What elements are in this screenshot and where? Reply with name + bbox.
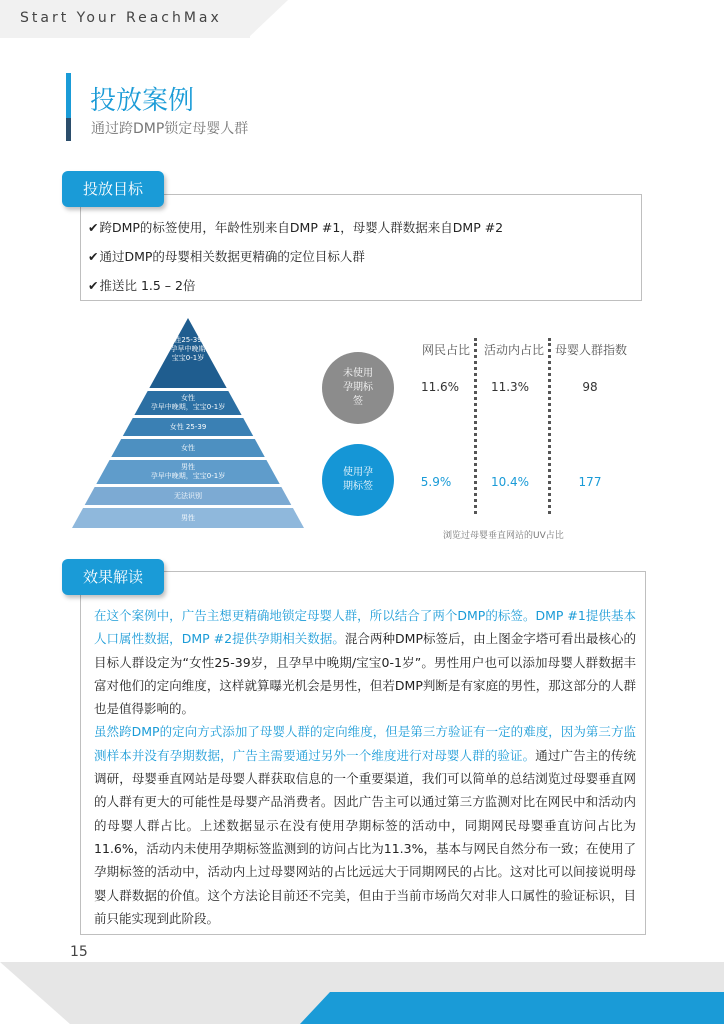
effect-body: [94, 604, 636, 930]
value-cell: 11.6%: [420, 380, 460, 394]
value-cell: 5.9%: [420, 475, 452, 489]
value-cell: 10.4%: [490, 475, 530, 489]
goal-item: [88, 276, 196, 294]
chart-caption: 浏览过母婴垂直网站的UV占比: [443, 531, 564, 541]
check-icon: ✔: [88, 249, 99, 264]
effect-highlight: 虽然跨DMP的定向方式添加了母婴人群的定向维度，但是第三方验证有一定的难度，因为第三方监测样本并没有孕期数据，广告主需要通过另外一个维度进行对母婴人群的验证。: [94, 724, 636, 763]
goal-item-text: 推送比 1.5 – 2倍: [99, 278, 196, 293]
goal-item-text: 通过DMP的母婴相关数据更精确的定位目标人群: [99, 249, 365, 264]
footer-blue-band: [300, 992, 724, 1024]
brand-text: Start Your ReachMax: [20, 10, 222, 26]
page-subtitle: 通过跨DMP锁定母婴人群: [91, 121, 249, 137]
col-header-netizen: 网民占比: [422, 343, 471, 357]
pyramid-layer-label: 无法识别: [174, 491, 202, 500]
pyramid-layer-label: 男性: [181, 513, 195, 522]
value-cell: 11.3%: [490, 380, 530, 394]
value-cell: 177: [578, 475, 602, 489]
pyramid-layer-label: 女性: [181, 443, 195, 452]
circle-label: 使用孕 期标签: [343, 467, 373, 492]
goal-item-text: 跨DMP的标签使用，年龄性别来自DMP #1，母婴人群数据来自DMP #2: [99, 220, 504, 235]
check-icon: ✔: [88, 220, 99, 235]
pyramid-layer-label: 女性25-39岁 孕早中晚期 宝宝0-1岁: [167, 336, 209, 362]
no-pregnancy-tag-circle: [322, 352, 394, 424]
pyramid-layer-label: 女性 孕早中晚期，宝宝0-1岁: [150, 394, 226, 411]
goal-item: [88, 247, 365, 265]
column-divider: [474, 338, 477, 514]
effect-tag: 效果解读: [62, 559, 164, 595]
pyramid-layer-label: 男性 孕早中晚期，宝宝0-1岁: [150, 463, 226, 480]
audience-pyramid: [72, 318, 304, 530]
column-divider: [548, 338, 551, 514]
effect-highlight: 在这个案例中，广告主想更精确地锁定母婴人群，所以结合了两个DMP的标签。DMP #1提供基本人口属性数据，DMP #2提供孕期相关数据。: [94, 608, 636, 647]
col-header-campaign: 活动内占比: [484, 343, 545, 357]
pregnancy-tag-circle: [322, 444, 394, 516]
header-band-cut: [248, 0, 288, 38]
page-title: 投放案例: [90, 86, 195, 116]
effect-paragraph: 通过广告主的传统调研，母婴垂直网站是母婴人群获取信息的一个重要渠道，我们可以简单的总结浏览过母婴垂直网的人群有更大的可能性是母婴产品消费者。因此广告主可以通过第三方监测对比在网民中和活动内的母婴人群占比。上述数据显示在没有使用孕期标签的活动中，同期网民母婴垂直访问占比为11.6%，活动内未使用孕期标签监测到的访问占比为11.3%，基本与网民自然分布一致；在使用了孕期标签的活动中，活动内上过母婴网站的占比远远大于同期网民的占比。这对比可以间接说明母婴人群数据的价值。这个方法论目前还不完美，但由于当前市场尚欠对非人口属性的验证标识，目前只能实现到此阶段。: [94, 747, 636, 926]
effect-paragraph: 混合两种DMP标签后，由上图金字塔可看出最核心的目标人群设定为“女性25-39岁，且孕早中晚期/宝宝0-1岁”。男性用户也可以添加母婴人群数据丰富对他们的定向维度，这样就算曝光机会是男性，但若DMP判断是有家庭的男性，那这部分的人群也是值得影响的。: [94, 631, 636, 717]
footer-slash: [0, 962, 70, 1024]
value-cell: 98: [582, 380, 598, 394]
col-header-index: 母婴人群指数: [555, 343, 628, 357]
page-number: 15: [70, 944, 88, 960]
goal-tag: 投放目标: [62, 171, 164, 207]
check-icon: ✔: [88, 278, 99, 293]
circle-label: 未使用 孕期标 签: [343, 368, 373, 407]
pyramid-layer-label: 女性 25-39: [169, 422, 207, 431]
header-band-white: [250, 0, 724, 38]
goal-item: [88, 218, 503, 236]
footer-blue-cut: [300, 992, 330, 1024]
title-accent-bar-dark: [66, 118, 71, 141]
